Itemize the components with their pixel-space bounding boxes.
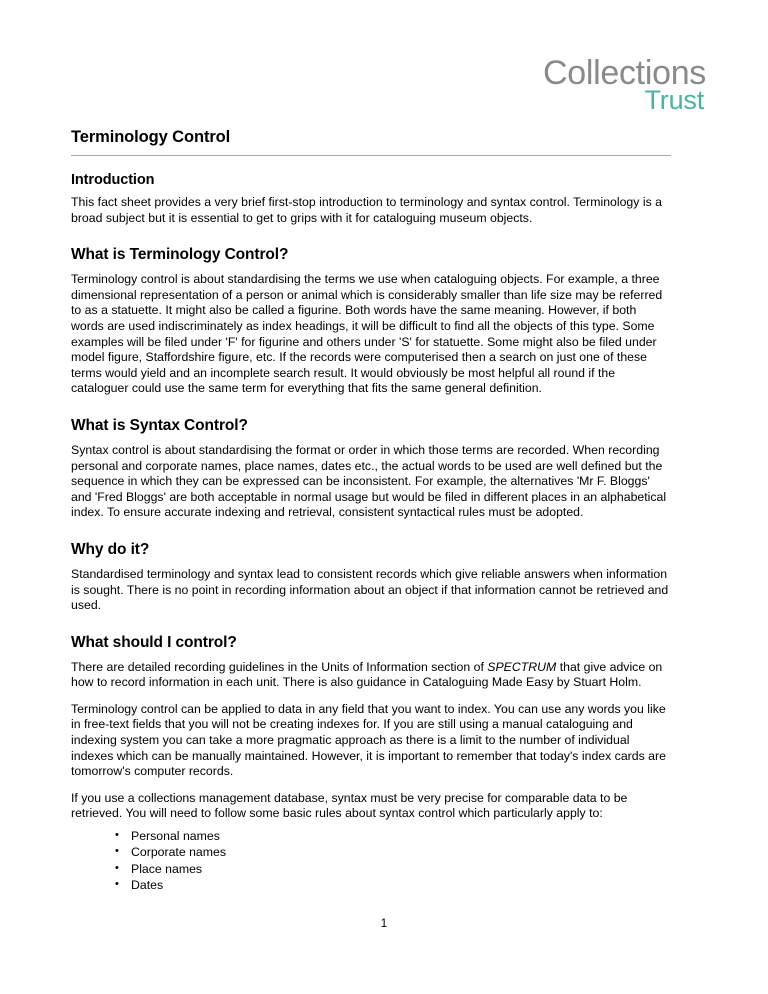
section-heading-introduction: Introduction <box>71 172 155 188</box>
syntax-rules-list <box>71 828 671 894</box>
section-paragraph-terminology: Terminology control is about standardising the terms we use when cataloguing objects. For example, a three dimensional representation of a person or animal which is considerably smaller than life size may be referred to as a statuette. It might also be called a figurine. Both words have the same meaning. However, if both words are used indiscriminately as index headings, it will be difficult to find all the objects of this type. Some examples will be filed under 'F' for figurine and others under 'S' for statuette. Some might also be filed under model figure, Staffordshire figure, etc. If the records were computerised then a search on just one of these terms would yield and an incomplete search result. It would obviously be most helpful all round if the cataloguer could use the same term for everything that fits the same general definition. <box>71 272 663 396</box>
section-heading-terminology: What is Terminology Control? <box>71 246 289 264</box>
section-paragraph-why: Standardised terminology and syntax lead to consistent records which give reliable answers when information is sought. There is no point in recording information about an object if that information cannot be retrieved and used. <box>71 566 669 613</box>
logo-secondary-text: Trust <box>644 85 704 115</box>
list-item: • Dates <box>115 877 671 893</box>
section-paragraph-control-3: If you use a collections management database, syntax must be very precise for comparable data to be retrieved. You will need to follow some basic rules about syntax control which particularly apply to: <box>71 790 628 821</box>
section-paragraph-introduction: This fact sheet provides a very brief first-stop introduction to terminology and syntax control. Terminology is a broad subject but it is essential to get to grips with it for cataloguing museum objects. <box>71 195 662 225</box>
section-heading-control: What should I control? <box>71 633 237 651</box>
control-text-after-italic: that give advice on how to record information in each unit. There is also guidance in Cataloguing Made Easy by Stuart Holm. <box>71 659 663 690</box>
list-item: • Place names <box>115 861 671 877</box>
section-heading-why: Why do it? <box>71 540 150 558</box>
list-item: • Personal names <box>115 828 671 844</box>
document-content <box>71 128 671 894</box>
control-text-before-italic: There are detailed recording guidelines in the Units of Information section of <box>71 659 488 674</box>
list-item: • Corporate names <box>115 844 671 860</box>
page-number: 1 <box>380 918 388 930</box>
section-paragraph-syntax: Syntax control is about standardising the format or order in which those terms are recorded. When recording personal and corporate names, place names, dates etc., the actual words to be used are well defined but the sequence in which they can be expressed can be inconsistent. For example, the alternatives 'Mr F. Bloggs' and 'Fred Bloggs' are both acceptable in normal usage but would be filed in different places in an alphabetical index. To ensure accurate indexing and retrieval, consistent syntactical rules must be adopted. <box>71 442 667 520</box>
section-paragraph-control-1 <box>71 660 671 691</box>
spectrum-italic-term: SPECTRUM <box>487 659 557 674</box>
title-divider <box>71 155 671 156</box>
page-title: Terminology Control <box>71 128 231 146</box>
logo-primary-text: Collections <box>543 54 706 92</box>
section-heading-syntax: What is Syntax Control? <box>71 416 248 434</box>
collections-trust-logo <box>543 56 706 114</box>
section-paragraph-control-2: Terminology control can be applied to data in any field that you want to index. You can use any words you like in free-text fields that you will not be creating indexes for. If you are still using a manual cataloguing and indexing system you can take a more pragmatic approach as there is a limit to the number of individual indexes which can be manually maintained. However, it is important to remember that today's index cards are tomorrow's computer records. <box>71 701 666 779</box>
